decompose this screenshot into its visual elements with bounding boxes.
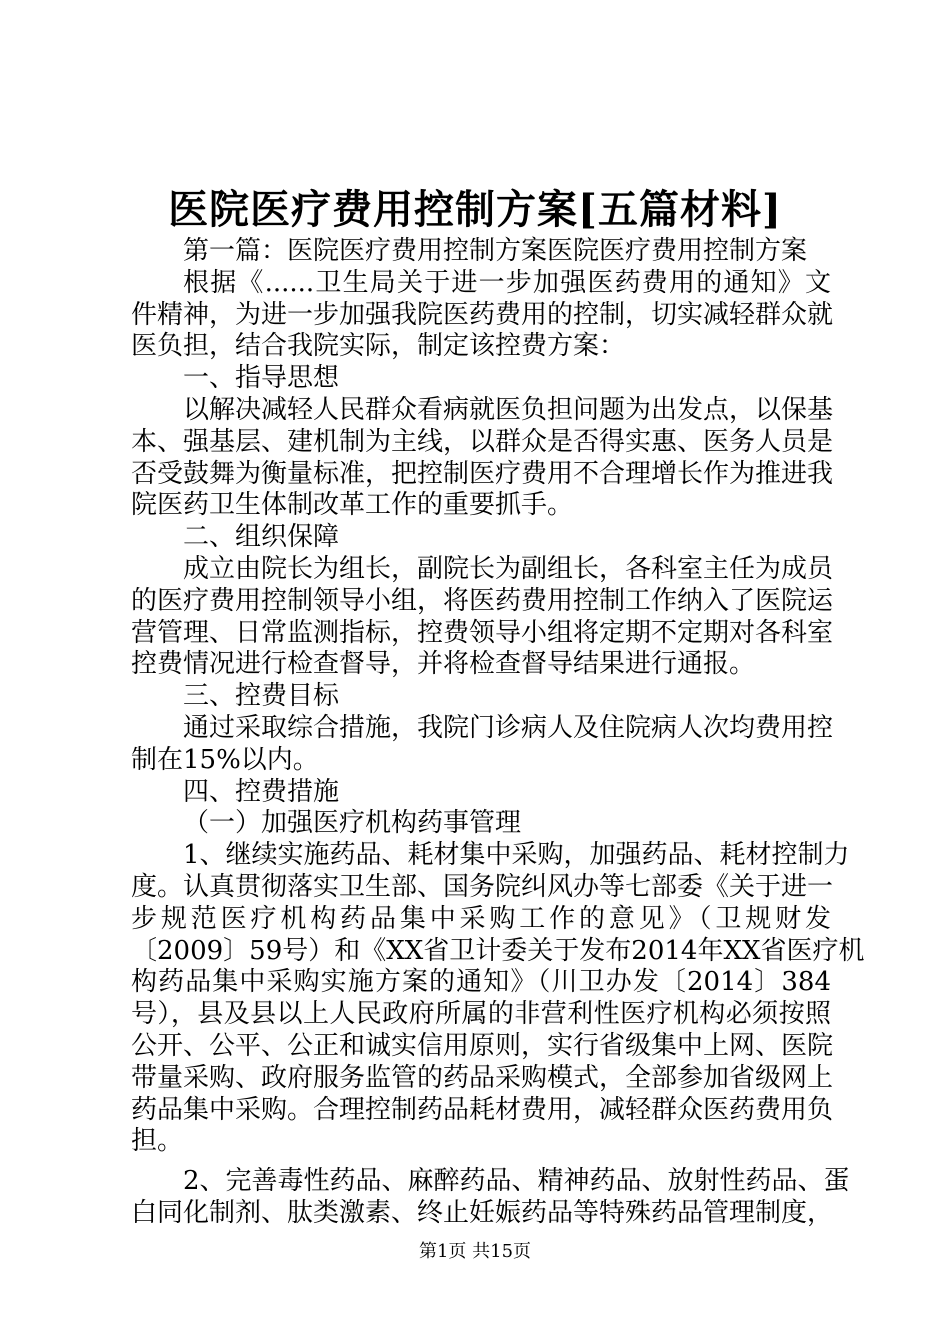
page-footer: 第1页 共15页	[418, 1241, 532, 1262]
text-line: 带量采购、政府服务监管的药品采购模式，全部参加省级网上	[131, 1062, 834, 1093]
text-line: 根据《......卫生局关于进一步加强医药费用的通知》文	[183, 267, 831, 298]
text-line: 步规范医疗机构药品集中采购工作的意见》（卫规财发	[131, 903, 831, 934]
text-line: 通过采取综合措施，我院门诊病人及住院病人次均费用控	[183, 712, 834, 743]
text-line: 的医疗费用控制领导小组，将医药费用控制工作纳入了医院运	[131, 585, 834, 616]
text-line: 白同化制剂、肽类激素、终止妊娠药品等特殊药品管理制度，	[131, 1197, 834, 1228]
text-line: （一）加强医疗机构药事管理	[183, 808, 522, 839]
text-line: 制在15%以内。	[131, 744, 319, 775]
document-title: 医院医疗费用控制方案[五篇材料]	[168, 186, 782, 233]
text-line: 度。认真贯彻落实卫生部、国务院纠风办等七部委《关于进一	[131, 871, 834, 902]
text-line: 2、完善毒性药品、麻醉药品、精神药品、放射性药品、蛋	[183, 1166, 850, 1197]
text-line: 否受鼓舞为衡量标准，把控制医疗费用不合理增长作为推进我	[131, 458, 834, 489]
text-line: 以解决减轻人民群众看病就医负担问题为出发点，以保基	[183, 394, 834, 425]
text-line: 〔2009〕59号）和《XX省卫计委关于发布2014年XX省医疗机	[131, 935, 865, 966]
text-line: 担。	[131, 1126, 184, 1157]
text-line: 四、控费措施	[183, 776, 340, 807]
text-line: 二、组织保障	[183, 522, 340, 553]
paragraph-gap	[131, 1158, 831, 1166]
text-line: 控费情况进行检查督导，并将检查督导结果进行通报。	[131, 649, 756, 680]
text-line: 公开、公平、公正和诚实信用原则，实行省级集中上网、医院	[131, 1030, 834, 1061]
document-body	[131, 236, 865, 1230]
text-line: 院医药卫生体制改革工作的重要抓手。	[131, 490, 574, 521]
text-line: 营管理、日常监测指标，控费领导小组将定期不定期对各科室	[131, 617, 834, 648]
text-line: 本、强基层、建机制为主线，以群众是否得实惠、医务人员是	[131, 426, 834, 457]
text-line: 药品集中采购。合理控制药品耗材费用，减轻群众医药费用负	[131, 1094, 834, 1125]
text-line: 三、控费目标	[183, 681, 340, 712]
text-line: 构药品集中采购实施方案的通知》（川卫办发〔2014〕384	[131, 967, 831, 998]
text-line: 第一篇：医院医疗费用控制方案医院医疗费用控制方案	[183, 236, 808, 266]
text-line: 医负担，结合我院实际，制定该控费方案：	[131, 331, 626, 362]
text-line: 1、继续实施药品、耗材集中采购，加强药品、耗材控制力	[183, 840, 850, 871]
text-line: 成立由院长为组长，副院长为副组长，各科室主任为成员	[183, 553, 834, 584]
text-line: 号），县及县以上人民政府所属的非营利性医疗机构必须按照	[131, 999, 831, 1030]
text-line: 件精神，为进一步加强我院医药费用的控制，切实减轻群众就	[131, 299, 834, 330]
text-line: 一、指导思想	[183, 363, 340, 394]
